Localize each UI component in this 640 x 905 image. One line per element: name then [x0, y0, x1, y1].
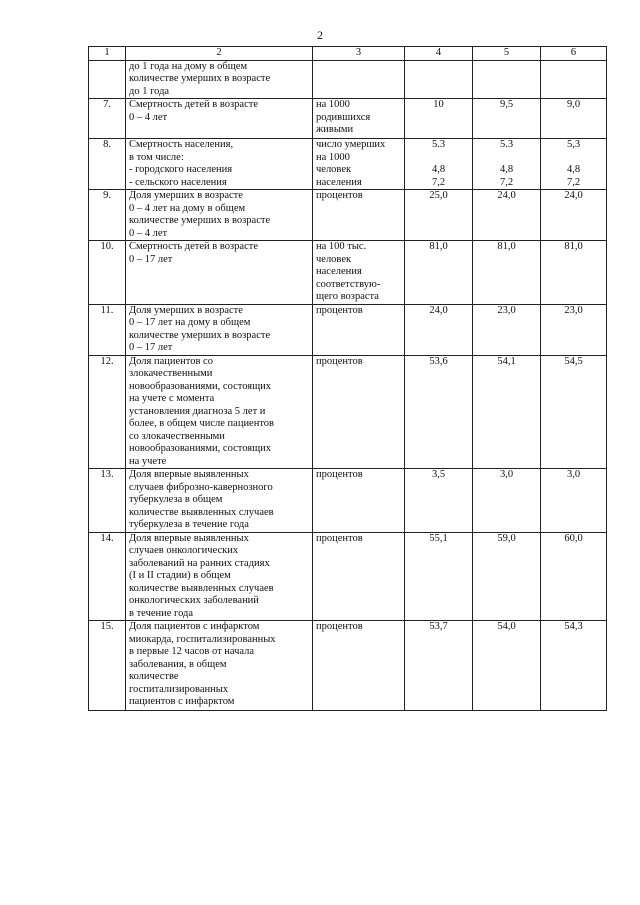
indicator-name: [126, 99, 313, 139]
value-col-5: [473, 304, 541, 355]
value-line: 3,0: [499, 469, 514, 480]
indicator-name-line: новообразованиями, состоящих: [129, 443, 272, 454]
unit-line: щего возраста: [316, 291, 379, 302]
value-line: 5,3: [566, 139, 581, 150]
unit-line: число умерших: [316, 139, 386, 150]
table-row: [89, 469, 607, 533]
indicator-name-line: до 1 года на дому в общем: [129, 60, 248, 72]
value-line: 4,8: [431, 164, 446, 175]
indicator-name-line: Смертность детей в возрасте: [129, 241, 258, 252]
unit-line: процентов: [316, 469, 363, 480]
unit-of-measure: [313, 139, 405, 190]
unit-line: живыми: [316, 124, 354, 135]
unit-line: [316, 61, 401, 74]
indicator-name-line: 0 – 17 лет: [129, 342, 173, 353]
indicator-name-line: заболевания, в общем: [129, 658, 227, 670]
unit-line: населения: [316, 266, 362, 277]
table-row: [89, 621, 607, 711]
value-col-6: [541, 139, 607, 190]
indicator-name-line: Доля умерших в возрасте: [129, 304, 243, 316]
indicator-name-line: миокарда, госпитализированных: [129, 633, 276, 645]
row-number: 14.: [89, 532, 126, 621]
unit-line: процентов: [316, 621, 363, 632]
indicator-name-line: заболеваний на ранних стадиях: [129, 557, 270, 569]
indicator-name-line: Доля впервые выявленных: [129, 469, 249, 480]
value-line: 4,8: [566, 164, 581, 175]
indicator-name-line: более, в общем числе пациентов: [129, 418, 274, 429]
table-row: [89, 139, 607, 190]
value-col-4: [405, 139, 473, 190]
value-line: 81,0: [564, 241, 583, 252]
value-col-5: [473, 469, 541, 533]
indicator-name-line: в первые 12 часов от начала: [129, 646, 255, 657]
value-col-5: [473, 355, 541, 469]
value-line: 10: [433, 99, 444, 110]
value-line: 81,0: [429, 241, 448, 252]
value-col-5: [473, 241, 541, 305]
unit-of-measure: [313, 60, 405, 99]
value-col-6: [541, 621, 607, 711]
value-line: 53,6: [429, 355, 448, 367]
header-row: [89, 47, 607, 61]
value-col-4: [405, 469, 473, 533]
value-line: 23,0: [564, 304, 583, 316]
value-col-5: [473, 99, 541, 139]
value-line: 60,0: [564, 532, 583, 544]
indicator-name-line: в течение года: [129, 607, 194, 619]
value-col-5: [473, 139, 541, 190]
header-col-1: 1: [89, 47, 126, 61]
value-col-4: [405, 99, 473, 139]
indicator-name-line: количестве умерших в возрасте: [129, 73, 271, 84]
unit-line: родившихся: [316, 111, 371, 123]
unit-of-measure: [313, 532, 405, 621]
indicator-name-line: - сельского населения: [129, 176, 227, 188]
row-number: [89, 60, 126, 99]
value-col-6: [541, 241, 607, 305]
indicator-name-line: в том числе:: [129, 151, 184, 163]
indicator-name-line: количестве умерших в возрасте: [129, 215, 271, 226]
unit-of-measure: [313, 99, 405, 139]
table-row: [89, 99, 607, 139]
value-line: 24,0: [497, 190, 516, 201]
value-col-4: [405, 190, 473, 241]
value-line: 54,5: [564, 355, 583, 367]
unit-line: на 1000: [316, 99, 350, 110]
value-col-4: [405, 60, 473, 99]
indicator-name-line: Смертность детей в возрасте: [129, 99, 258, 110]
header-col-4: 4: [405, 47, 473, 61]
value-col-4: [405, 532, 473, 621]
unit-line: соответствую-: [316, 278, 381, 290]
indicator-name-line: Доля впервые выявленных: [129, 532, 249, 544]
header-col-2: 2: [126, 47, 313, 61]
row-number: 7.: [89, 99, 126, 139]
indicator-name-line: пациентов с инфарктом: [129, 696, 235, 707]
value-col-6: [541, 60, 607, 99]
value-line: 3,0: [566, 469, 581, 480]
indicator-name: [126, 304, 313, 355]
value-line: [544, 61, 603, 74]
indicator-name-line: количестве выявленных случаев: [129, 506, 274, 518]
indicator-name-line: 0 – 4 лет: [129, 227, 168, 239]
value-col-4: [405, 241, 473, 305]
value-line: [476, 152, 537, 165]
row-number: 12.: [89, 355, 126, 469]
value-line: 55,1: [429, 532, 448, 544]
unit-line: на 100 тыс.: [316, 241, 367, 252]
unit-line: человек: [316, 253, 352, 265]
value-line: 53,7: [429, 621, 448, 632]
table-row: [89, 532, 607, 621]
value-line: 7,2: [566, 176, 581, 188]
indicator-name-line: онкологических заболеваний: [129, 595, 259, 606]
indicator-name-line: 0 – 4 лет на дому в общем: [129, 202, 246, 214]
value-line: 24,0: [429, 304, 448, 316]
indicator-name-line: случаев онкологических: [129, 545, 239, 556]
indicator-name-line: злокачественными: [129, 368, 213, 379]
indicator-name-line: 0 – 17 лет на дому в общем: [129, 317, 251, 328]
indicators-table: [88, 46, 607, 711]
row-number: 10.: [89, 241, 126, 305]
row-number: 8.: [89, 139, 126, 190]
indicator-name: [126, 190, 313, 241]
table-row: [89, 355, 607, 469]
unit-of-measure: [313, 621, 405, 711]
value-col-6: [541, 99, 607, 139]
value-line: 5.3: [431, 139, 446, 150]
indicator-name-line: 0 – 17 лет: [129, 253, 173, 265]
row-number: 9.: [89, 190, 126, 241]
indicator-name: [126, 241, 313, 305]
indicator-name-line: количестве умерших в возрасте: [129, 329, 271, 341]
value-line: 9,0: [566, 99, 581, 110]
value-line: 9,5: [499, 99, 514, 110]
unit-line: процентов: [316, 532, 363, 544]
value-line: 59,0: [497, 532, 516, 544]
indicator-name-line: госпитализированных: [129, 683, 229, 695]
value-line: 54,1: [497, 355, 516, 367]
value-line: [408, 152, 469, 165]
unit-line: процентов: [316, 190, 363, 201]
row-number: 13.: [89, 469, 126, 533]
header-col-6: 6: [541, 47, 607, 61]
value-col-4: [405, 304, 473, 355]
indicator-name-line: Доля пациентов с инфарктом: [129, 621, 260, 632]
indicator-name-line: на учете: [129, 455, 167, 467]
value-col-4: [405, 355, 473, 469]
unit-line: человек: [316, 164, 352, 175]
indicator-name: [126, 355, 313, 469]
value-line: [476, 61, 537, 74]
row-number: 11.: [89, 304, 126, 355]
indicator-name-line: количестве: [129, 671, 179, 682]
indicator-name: [126, 532, 313, 621]
value-line: [408, 61, 469, 74]
unit-line: процентов: [316, 355, 363, 367]
unit-line: населения: [316, 176, 362, 188]
indicator-name-line: новообразованиями, состоящих: [129, 380, 272, 392]
page-number: 2: [317, 28, 323, 42]
indicator-name-line: количестве выявленных случаев: [129, 582, 274, 594]
table-row: [89, 190, 607, 241]
value-col-6: [541, 190, 607, 241]
indicator-name-line: туберкулеза в общем: [129, 494, 223, 505]
unit-of-measure: [313, 304, 405, 355]
value-line: 7,2: [431, 176, 446, 188]
row-number: 15.: [89, 621, 126, 711]
value-line: 5.3: [499, 139, 514, 150]
unit-line: процентов: [316, 304, 363, 316]
value-line: 4,8: [499, 164, 514, 175]
value-col-5: [473, 60, 541, 99]
header-col-3: 3: [313, 47, 405, 61]
value-line: 25,0: [429, 190, 448, 201]
indicator-name-line: Смертность населения,: [129, 139, 234, 150]
indicator-name-line: (I и II стадии) в общем: [129, 570, 231, 581]
unit-of-measure: [313, 190, 405, 241]
value-col-6: [541, 469, 607, 533]
table-row: [89, 60, 607, 99]
value-line: 23,0: [497, 304, 516, 316]
table-row: [89, 241, 607, 305]
value-col-5: [473, 190, 541, 241]
indicator-name-line: Доля пациентов со: [129, 355, 213, 367]
indicator-name: [126, 139, 313, 190]
indicator-name: [126, 621, 313, 711]
value-line: 3,5: [431, 469, 446, 480]
value-line: 54,0: [497, 621, 516, 632]
value-line: 81,0: [497, 241, 516, 252]
indicator-name-line: туберкулеза в течение года: [129, 519, 249, 530]
value-col-6: [541, 532, 607, 621]
value-line: 7,2: [499, 176, 514, 188]
indicator-name-line: 0 – 4 лет: [129, 111, 168, 123]
indicator-name: [126, 469, 313, 533]
indicator-name-line: случаев фиброзно-кавернозного: [129, 481, 273, 493]
value-col-6: [541, 355, 607, 469]
indicator-name-line: до 1 года: [129, 85, 170, 97]
unit-of-measure: [313, 241, 405, 305]
value-col-5: [473, 532, 541, 621]
value-col-6: [541, 304, 607, 355]
table-row: [89, 304, 607, 355]
unit-of-measure: [313, 355, 405, 469]
value-col-5: [473, 621, 541, 711]
value-line: 54,3: [564, 621, 583, 632]
indicator-name-line: на учете с момента: [129, 393, 215, 404]
unit-of-measure: [313, 469, 405, 533]
value-line: [544, 152, 603, 165]
value-col-4: [405, 621, 473, 711]
unit-line: на 1000: [316, 151, 350, 163]
indicator-name-line: установления диагноза 5 лет и: [129, 405, 266, 417]
indicator-name-line: - городского населения: [129, 164, 233, 175]
indicator-name-line: Доля умерших в возрасте: [129, 190, 243, 201]
value-line: 24,0: [564, 190, 583, 201]
indicator-name: [126, 60, 313, 99]
indicator-name-line: со злокачественными: [129, 430, 225, 442]
header-col-5: 5: [473, 47, 541, 61]
